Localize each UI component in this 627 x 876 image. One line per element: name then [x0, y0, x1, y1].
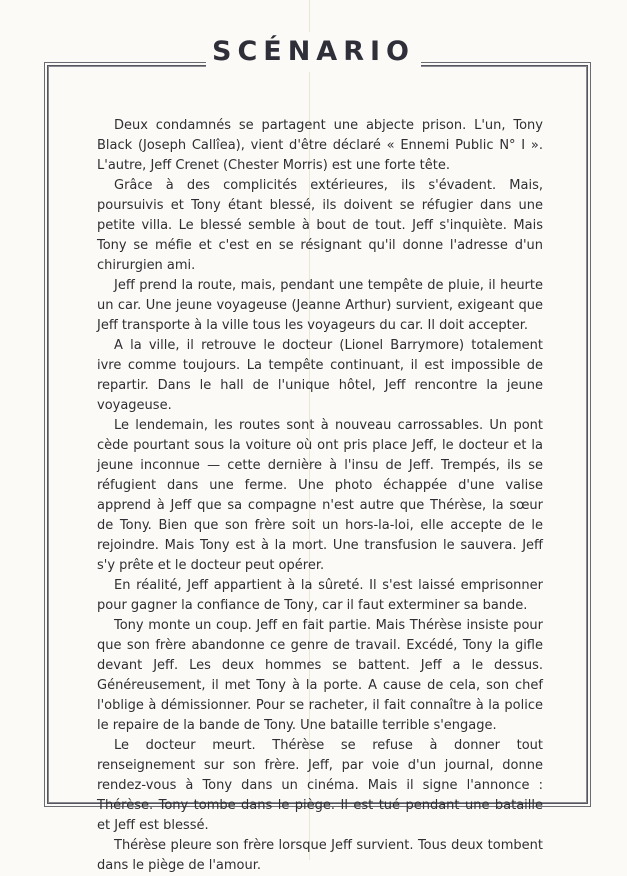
paragraph: Jeff prend la route, mais, pendant une tempête de pluie, il heurte un car. Une jeune voyageuse (Jeanne Arthur) survient, exigeant que Jeff transporte à la ville tous les voyageurs du car. Il doit accepter.: [97, 278, 543, 333]
paragraph: Deux condamnés se partagent une abjecte prison. L'un, Tony Black (Joseph Callîea), vient d'être déclaré « Ennemi Public N° I ». L'autre, Jeff Crenet (Chester Morris) est une forte tête.: [97, 118, 543, 173]
paragraph: Le docteur meurt. Thérèse se refuse à donner tout renseignement sur son frère. Jeff, par voie d'un journal, donne rendez-vous à Tony dans un cinéma. Mais il signe l'annonce : Thérèse. Tony tombe dans le piège. Il est tué pendant une bataille et Jeff est blessé.: [97, 738, 543, 833]
page-title: SCÉNARIO: [206, 32, 421, 72]
paragraph: Thérèse pleure son frère lorsque Jeff survient. Tous deux tombent dans le piège de l'amour.: [97, 838, 543, 873]
paragraph: Le lendemain, les routes sont à nouveau carrossables. Un pont cède pourtant sous la voiture où ont pris place Jeff, le docteur et la jeune inconnue — cette dernière à l'insu de Jeff. Trempés, ils se réfugient dans une ferme. Une photo échappée d'une valise apprend à Jeff que sa compagne n'est autre que Thérèse, la sœur de Tony. Bien que son frère soit un hors-la-loi, elle accepte de le rejoindre. Mais Tony est à la mort. Une transfusion le sauvera. Jeff s'y prête et le docteur peut opérer.: [97, 418, 543, 573]
title-container: [0, 32, 627, 72]
paragraph: Tony monte un coup. Jeff en fait partie. Mais Thérèse insiste pour que son frère abandonne ce genre de travail. Excédé, Tony la gifle devant Jeff. Les deux hommes se battent. Jeff a le dessus. Généreusement, il met Tony à la porte. A cause de cela, son chef l'oblige à démissionner. Pour se racheter, il fait connaître à la police le repaire de la bande de Tony. Une bataille terrible s'engage.: [97, 618, 543, 733]
paragraph: A la ville, il retrouve le docteur (Lionel Barrymore) totalement ivre comme toujours. La tempête continuant, il est impossible de repartir. Dans le hall de l'unique hôtel, Jeff rencontre la jeune voyageuse.: [97, 338, 543, 413]
paragraph: Grâce à des complicités extérieures, ils s'évadent. Mais, poursuivis et Tony étant blessé, ils doivent se réfugier dans une petite villa. Le blessé semble à bout de tout. Jeff s'inquiète. Mais Tony se méfie et c'est en se résignant qu'il donne l'adresse d'un chirurgien ami.: [97, 178, 543, 273]
synopsis-body: [97, 116, 543, 876]
paragraph: En réalité, Jeff appartient à la sûreté. Il s'est laissé emprisonner pour gagner la confiance de Tony, car il faut exterminer sa bande.: [97, 578, 543, 613]
